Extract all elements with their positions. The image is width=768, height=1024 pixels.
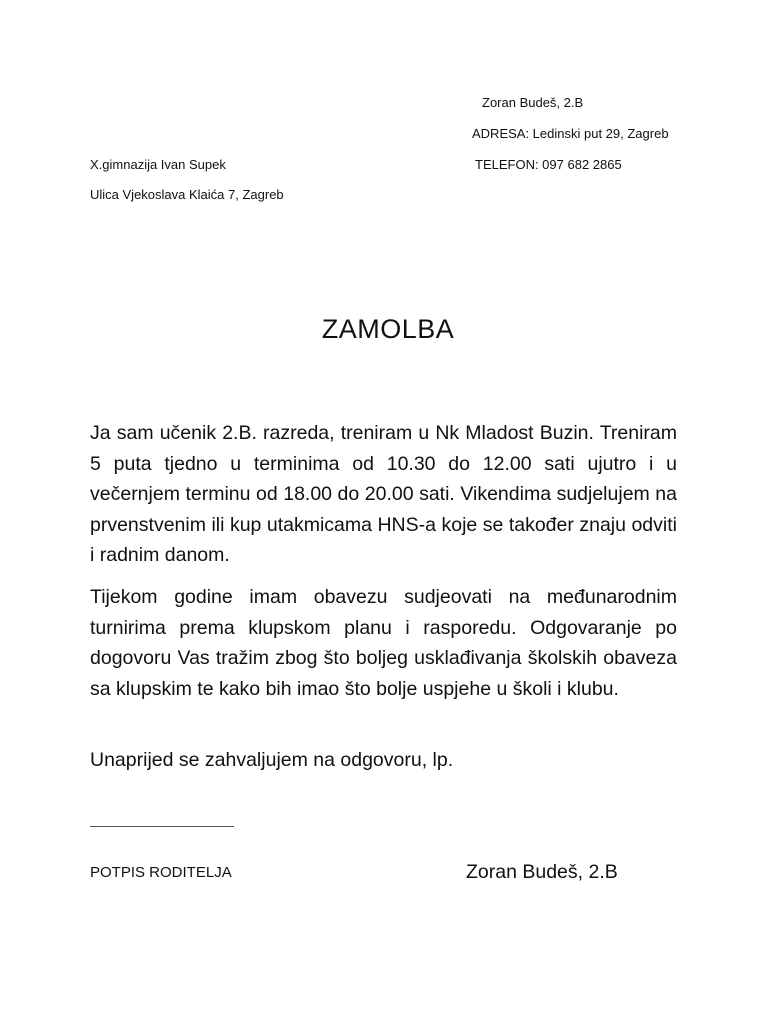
- recipient-address: Ulica Vjekoslava Klaića 7, Zagreb: [90, 187, 284, 202]
- sender-phone: TELEFON: 097 682 2865: [475, 157, 622, 172]
- body-paragraph-2: Tijekom godine imam obavezu sudjeovati na međunarodnim turnirima prema klupskom planu i rasporedu. Odgovaranje po dogovoru Vas tražim zbog što boljeg usklađivanja školskih obaveza sa klupskim te kako bih imao što bolje uspjehe u školi i klubu.: [90, 586, 677, 700]
- recipient-school: X.gimnazija Ivan Supek: [90, 157, 226, 172]
- signature-line: [90, 826, 234, 827]
- parent-signature-label: POTPIS RODITELJA: [90, 864, 232, 881]
- sender-name: Zoran Budeš, 2.B: [482, 95, 584, 110]
- body-paragraph-1: Ja sam učenik 2.B. razreda, treniram u Nk Mladost Buzin. Treniram 5 puta tjedno u terminima od 10.30 do 12.00 sati ujutro i u večernjem terminu od 18.00 do 20.00 sati. Vikendima sudjelujem na prvenstvenim ili kup utakmicama HNS-a koje se također znaju odviti i radnim danom.: [90, 422, 677, 566]
- student-signature-name: Zoran Budeš, 2.B: [466, 861, 618, 883]
- sender-address: ADRESA: Ledinski put 29, Zagreb: [472, 126, 669, 141]
- closing-line: Unaprijed se zahvaljujem na odgovoru, lp.: [90, 749, 454, 771]
- document-title: ZAMOLBA: [321, 314, 455, 344]
